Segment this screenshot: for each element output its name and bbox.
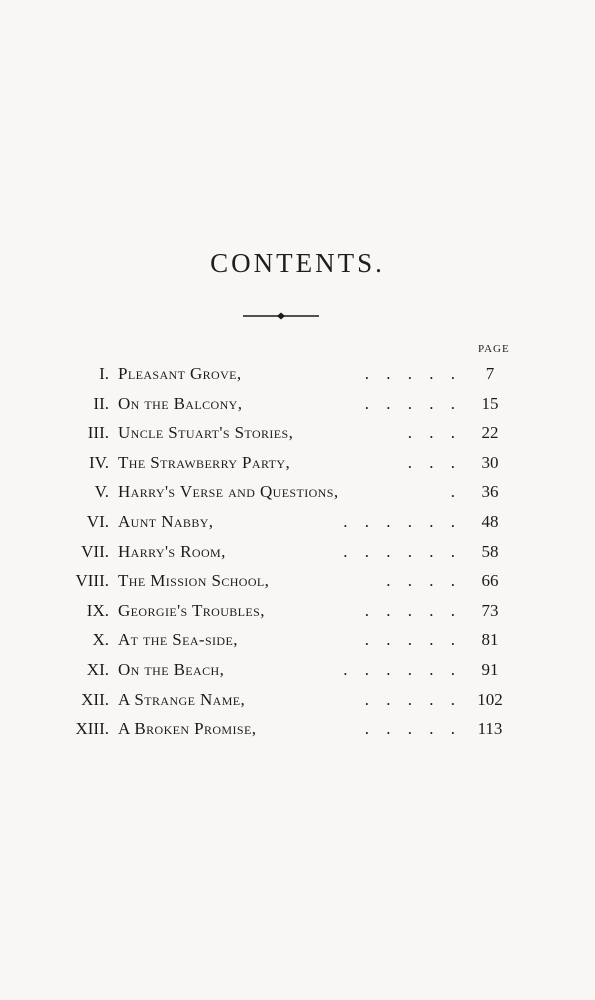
dot-leader: . . . . . . (343, 511, 455, 531)
dot-leader: . . . . . (364, 630, 455, 650)
list-item (0, 655, 595, 685)
list-item (0, 566, 595, 596)
page-number: 66 (481, 571, 499, 591)
chapter-number: IX. (86, 600, 109, 620)
chapter-title: At the Sea-side, (118, 630, 238, 650)
list-item (0, 537, 595, 567)
chapter-title: On the Balcony, (118, 393, 243, 413)
list-item (0, 448, 595, 478)
chapter-number: XI. (86, 659, 109, 679)
chapter-number: VI. (86, 511, 109, 531)
page-number: 48 (481, 511, 499, 531)
page-number: 30 (481, 452, 499, 472)
chapter-number: I. (99, 364, 109, 383)
chapter-number: VII. (81, 541, 109, 561)
table-of-contents (0, 359, 595, 744)
chapter-title: The Strawberry Party, (118, 452, 291, 472)
dot-leader: . . . (407, 452, 455, 472)
rule-with-diamond-icon (243, 311, 319, 321)
page-number: 102 (477, 689, 503, 709)
page-number: 113 (477, 719, 503, 739)
page-number: 91 (481, 659, 499, 679)
dot-leader: . (450, 482, 455, 502)
chapter-title: On the Beach, (118, 659, 225, 679)
page-number: 36 (481, 482, 499, 502)
chapter-number: X. (92, 630, 109, 650)
dot-leader: . . . . . . (343, 659, 455, 679)
list-item (0, 418, 595, 448)
chapter-title: Pleasant Grove, (118, 364, 242, 383)
dot-leader: . . . . . (364, 719, 455, 739)
dot-leader: . . . . . (364, 364, 455, 383)
chapter-number: V. (94, 482, 109, 502)
chapter-number: XIII. (75, 719, 109, 739)
list-item (0, 625, 595, 655)
dot-leader: . . . . . . (343, 541, 455, 561)
chapter-title: Aunt Nabby, (118, 511, 214, 531)
list-item (0, 507, 595, 537)
dot-leader: . . . (407, 423, 455, 443)
list-item (0, 685, 595, 715)
chapter-number: IV. (89, 452, 109, 472)
chapter-number: II. (93, 393, 109, 413)
list-item (0, 714, 595, 744)
dot-leader: . . . . (386, 571, 455, 591)
chapter-title: Harry's Room, (118, 541, 226, 561)
list-item (0, 389, 595, 419)
page-column-label: PAGE (478, 343, 510, 355)
chapter-title: Harry's Verse and Questions, (118, 482, 339, 502)
page-number: 22 (481, 423, 499, 443)
list-item (0, 359, 595, 389)
page-number: 15 (481, 393, 499, 413)
page-title: CONTENTS. (210, 248, 385, 278)
dot-leader: . . . . . (364, 600, 455, 620)
dot-leader: . . . . . (364, 393, 455, 413)
chapter-number: XII. (81, 689, 109, 709)
chapter-title: The Mission School, (118, 571, 270, 591)
page-number: 81 (481, 630, 499, 650)
dot-leader: . . . . . (364, 689, 455, 709)
page-number: 73 (481, 600, 499, 620)
list-item (0, 477, 595, 507)
chapter-number: III. (87, 423, 109, 443)
chapter-title: A Strange Name, (118, 689, 246, 709)
list-item (0, 596, 595, 626)
page-number: 58 (481, 541, 499, 561)
chapter-title: Georgie's Troubles, (118, 600, 265, 620)
chapter-number: VIII. (75, 571, 109, 591)
chapter-title: Uncle Stuart's Stories, (118, 423, 294, 443)
page-number: 7 (485, 364, 495, 383)
chapter-title: A Broken Promise, (118, 719, 257, 739)
